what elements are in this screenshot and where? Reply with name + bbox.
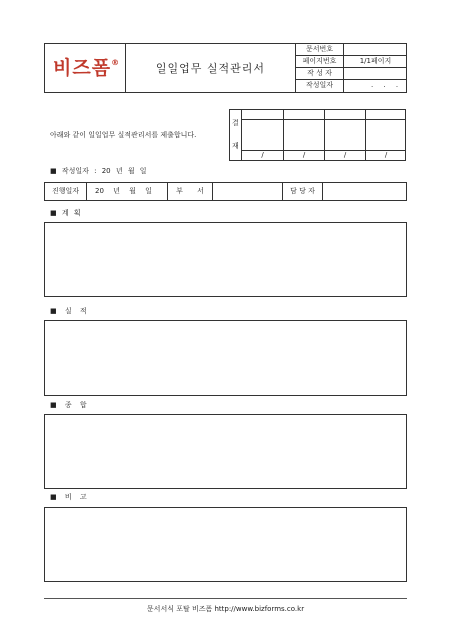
registered-mark: ®: [111, 58, 120, 67]
meta-row-line: [295, 67, 407, 68]
section-heading-plan: ■ 계 획: [50, 209, 81, 217]
intro-text: 아래와 같이 일일업무 실적관리서를 제출합니다.: [50, 131, 197, 139]
meta-label-page-number: 페이지번호: [302, 57, 337, 65]
approval-slash: /: [384, 151, 388, 159]
header-divider-meta-value: [343, 43, 344, 93]
progress-divider: [322, 182, 323, 201]
section-box-plan[interactable]: [44, 222, 407, 297]
progress-manager-label: 담 당 자: [290, 187, 315, 195]
approval-slash: /: [343, 151, 347, 159]
section-box-notes[interactable]: [44, 507, 407, 582]
footer-rule: [44, 598, 407, 599]
page-title: 일일업무 실적관리서: [155, 62, 266, 75]
progress-dept-label: 부 서: [176, 187, 204, 195]
section-heading-notes: ■ 비 고: [50, 493, 87, 501]
approval-date-line: [241, 150, 406, 151]
section-box-results[interactable]: [44, 320, 407, 396]
approval-side-label-bottom: 재: [232, 142, 239, 150]
progress-date-label: 진행일자: [51, 187, 80, 195]
approval-header-line: [241, 119, 406, 120]
logo: [53, 59, 119, 78]
meta-label-doc-number: 문서번호: [305, 45, 334, 53]
progress-divider: [86, 182, 87, 201]
footer-text: 문서서식 포탈 비즈폼 http://www.bizforms.co.kr: [146, 605, 305, 613]
section-heading-summary: ■ 종 합: [50, 401, 87, 409]
section-heading-results: ■ 실 적: [50, 307, 87, 315]
written-date: ■ 작성일자 : 20 년 월 일: [50, 167, 147, 175]
meta-row-line: [295, 79, 407, 80]
section-box-summary[interactable]: [44, 414, 407, 489]
approval-slash: /: [302, 151, 306, 159]
progress-date-value[interactable]: 20 년 월 일: [95, 187, 152, 195]
progress-divider: [212, 182, 213, 201]
logo-text: 비즈폼: [53, 57, 112, 79]
meta-label-date: 작성일자: [305, 81, 334, 89]
approval-slash: /: [261, 151, 264, 159]
meta-row-line: [295, 55, 407, 56]
meta-value-page-number: 1/1페이지: [359, 57, 392, 65]
meta-label-author: 작 성 자: [307, 69, 332, 77]
meta-value-date[interactable]: . . .: [371, 81, 403, 89]
approval-side-label-top: 결: [232, 119, 239, 127]
